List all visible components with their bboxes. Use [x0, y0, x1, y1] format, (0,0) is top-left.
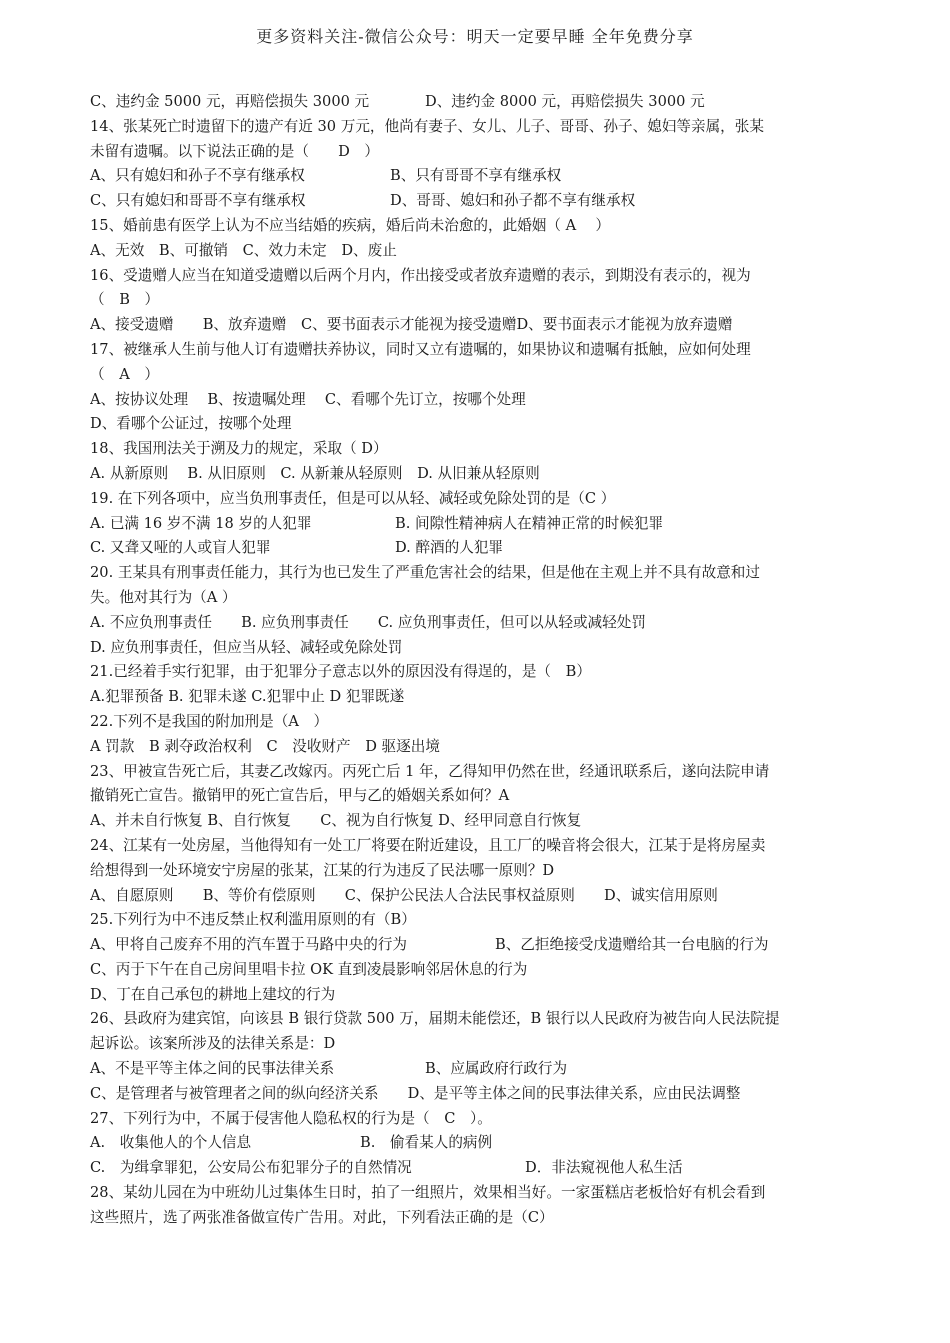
option-b: B、乙拒绝接受戊遗赠给其一台电脑的行为: [495, 936, 769, 954]
question-16-options: A、接受遗赠 B、放弃遗赠 C、要书面表示才能视为接受遗赠D、要书面表示才能视为放弃遗赠: [90, 316, 733, 334]
question-23-options: A、并未自行恢复 B、自行恢复 C、视为自行恢复 D、经甲同意自行恢复: [90, 812, 582, 830]
option-row: [90, 1156, 865, 1181]
question-26-cont: 起诉讼。该案所涉及的法律关系是：D: [90, 1035, 336, 1053]
question-26: 26、县政府为建宾馆，向该县 B 银行贷款 500 万，届期未能偿还，B 银行以人民政府为被告向人民法院提: [90, 1010, 780, 1028]
option-row: [90, 189, 865, 214]
question-25-option-d: D、丁在自己承包的耕地上建坟的行为: [90, 985, 336, 1003]
document-body: [90, 90, 865, 1231]
question-17: 17、被继承人生前与他人订有遗赠扶养协议，同时又立有遗嘱的，如果协议和遗嘱有抵触，应如何处理: [90, 340, 751, 358]
question-20: 20. 王某具有刑事责任能力，其行为也已发生了严重危害社会的结果，但是他在主观上并不具有故意和过: [90, 564, 760, 582]
option-b: B. 间隙性精神病人在精神正常的时候犯罪: [395, 514, 664, 532]
question-18: 18、我国刑法关于溯及力的规定，采取（ D）: [90, 440, 388, 458]
question-17-option-d: D、看哪个公证过，按哪个处理: [90, 415, 292, 433]
question-21-options: A.犯罪预备 B. 犯罪未遂 C.犯罪中止 D 犯罪既遂: [90, 688, 405, 706]
question-20-options: A. 不应负刑事责任 B. 应负刑事责任 C. 应负刑事责任，但可以从轻或减轻处罚: [90, 613, 646, 631]
question-25: 25.下列行为中不违反禁止权利滥用原则的有（B）: [90, 911, 416, 929]
question-25-option-c: C、丙于下午在自己房间里唱卡拉 OK 直到凌晨影响邻居休息的行为: [90, 960, 528, 978]
option-d: D、违约金 8000 元，再赔偿损失 3000 元: [425, 93, 705, 110]
question-22-options: A 罚款 B 剥夺政治权利 C 没收财产 D 驱逐出境: [90, 737, 440, 755]
option-c: C. 为缉拿罪犯，公安局公布犯罪分子的自然情况: [90, 1159, 412, 1177]
option-a: A. 收集他人的个人信息: [90, 1134, 252, 1152]
question-23-cont: 撤销死亡宣告。撤销甲的死亡宣告后，甲与乙的婚姻关系如何？A: [90, 787, 510, 805]
question-24-options: A、自愿原则 B、等价有偿原则 C、保护公民法人合法民事权益原则 D、诚实信用原则: [90, 886, 718, 904]
option-row: [90, 512, 865, 537]
option-b: B. 偷看某人的病例: [360, 1134, 493, 1152]
option-row: [90, 164, 865, 189]
option-a: A、不是平等主体之间的民事法律关系: [90, 1060, 335, 1078]
question-14: 14、张某死亡时遗留下的遗产有近 30 万元，他尚有妻子、女儿、儿子、哥哥、孙子、媳妇等亲属，张某: [90, 117, 764, 135]
question-27: 27、下列行为中，不属于侵害他人隐私权的行为是（ C ）。: [90, 1109, 492, 1127]
option-row: [90, 933, 865, 958]
option-d: D．非法窥视他人私生活: [525, 1159, 683, 1177]
question-19: 19. 在下列各项中，应当负刑事责任，但是可以从轻、减轻或免除处罚的是（C ）: [90, 489, 616, 507]
option-a: A. 已满 16 岁不满 18 岁的人犯罪: [90, 514, 312, 532]
option-b: B、应属政府行政行为: [425, 1060, 568, 1078]
option-c: C、只有媳妇和哥哥不享有继承权: [90, 192, 306, 210]
question-17-options: A、按协议处理 B、按遗嘱处理 C、看哪个先订立，按哪个处理: [90, 390, 526, 408]
question-15-options: A、无效 B、可撤销 C、效力未定 D、废止: [90, 241, 397, 259]
question-17-answer: （ A ）: [90, 365, 159, 383]
question-22: 22.下列不是我国的附加刑是（A ）: [90, 712, 329, 730]
option-b: B、只有哥哥不享有继承权: [390, 167, 562, 185]
question-23: 23、甲被宣告死亡后，其妻乙改嫁丙。丙死亡后 1 年，乙得知甲仍然在世，经通讯联系后，遂向法院申请: [90, 762, 770, 780]
option-c: C、违约金 5000 元，再赔偿损失 3000 元: [90, 93, 370, 110]
option-row: [90, 1057, 865, 1082]
option-a: A、只有媳妇和孙子不享有继承权: [90, 167, 305, 185]
question-28-cont: 这些照片，选了两张准备做宣传广告用。对此，下列看法正确的是（C）: [90, 1208, 554, 1226]
option-row: [90, 536, 865, 561]
question-24: 24、江某有一处房屋，当他得知有一处工厂将要在附近建设，且工厂的噪音将会很大，江某于是将房屋卖: [90, 836, 766, 854]
page-header: 更多资料关注-微信公众号：明天一定要早睡 全年免费分享: [256, 27, 694, 46]
option-row: [90, 90, 865, 115]
question-14-cont: 未留有遗嘱。以下说法正确的是（ D ）: [90, 142, 379, 160]
option-d: D. 醉酒的人犯罪: [395, 539, 504, 557]
question-15: 15、婚前患有医学上认为不应当结婚的疾病，婚后尚未治愈的，此婚姻（ A ）: [90, 216, 610, 234]
option-a: A、甲将自己废弃不用的汽车置于马路中央的行为: [90, 936, 408, 954]
question-16-answer: （ B ）: [90, 291, 160, 309]
question-21: 21.已经着手实行犯罪，由于犯罪分子意志以外的原因没有得逞的，是（ B）: [90, 663, 591, 681]
option-d: D、哥哥、媳妇和孙子都不享有继承权: [390, 192, 636, 210]
question-28: 28、某幼儿园在为中班幼儿过集体生日时，拍了一组照片，效果相当好。一家蛋糕店老板恰好有机会看到: [90, 1184, 766, 1202]
question-20-option-d: D. 应负刑事责任，但应当从轻、减轻或免除处罚: [90, 638, 403, 656]
question-18-options: A. 从新原则 B. 从旧原则 C. 从新兼从轻原则 D. 从旧兼从轻原则: [90, 464, 540, 482]
option-c: C. 又聋又哑的人或盲人犯罪: [90, 539, 271, 557]
question-24-cont: 给想得到一处环境安宁房屋的张某，江某的行为违反了民法哪一原则？D: [90, 861, 555, 879]
question-16: 16、受遗赠人应当在知道受遗赠以后两个月内，作出接受或者放弃遗赠的表示，到期没有表示的，视为: [90, 266, 751, 284]
question-26-options-cd: C、是管理者与被管理者之间的纵向经济关系 D、是平等主体之间的民事法律关系，应由民法调整: [90, 1084, 741, 1102]
question-20-cont: 失。他对其行为（A ）: [90, 588, 237, 606]
option-row: [90, 1131, 865, 1156]
